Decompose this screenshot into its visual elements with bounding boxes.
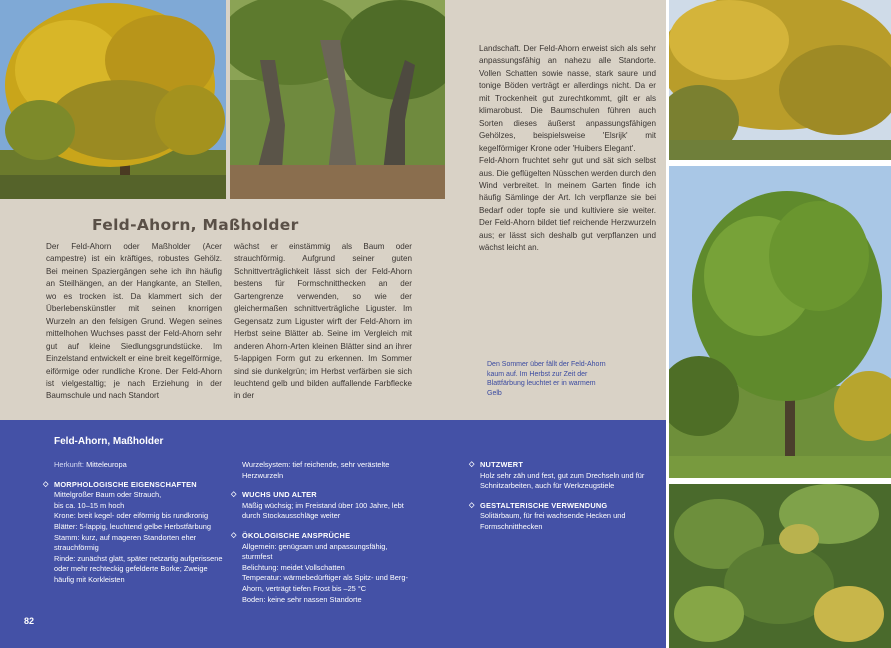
diamond-bullet-icon: ◇ [469,501,475,509]
info-column-3 [469,460,650,533]
wuchs-line: Mäßig wüchsig; im Freistand über 100 Jahre, lebt durch Stockausschläge weiter [242,500,404,521]
section-heading-ecology [231,530,412,542]
diamond-bullet-icon: ◇ [231,531,237,539]
rinde-line: Rinde: zunächst glatt, später netzartig aufgerissene oder mehr rechteckig gefelderte Borke; Zweige häufig mit Korkleisten [54,553,223,584]
gestalt-line: Solitärbaum, für frei wachsende Hecken und Formschnitthecken [480,511,626,531]
section-heading-text: MORPHOLOGISCHE EIGENSCHAFTEN [54,479,197,489]
morph-line: Mittelgroßer Baum oder Strauch, [54,490,162,500]
section-heading-design [469,500,650,512]
blaetter-line: Blätter: 5-lappig, leuchtend gelbe Herbstfärbung [54,521,211,531]
photo-caption: Den Sommer über fällt der Feld-Ahorn kaum auf. Im Herbst zur Zeit der Blattfärbung leuchtet er in warmem Gelb [487,361,606,397]
diamond-bullet-icon: ◇ [231,491,237,499]
photo-leaves-closeup [669,484,891,648]
section-heading-text: NUTZWERT [480,460,524,469]
krone-line: Krone: breit kegel- oder eiförmig bis rundkronig [54,511,209,521]
boden-line: Boden: keine sehr nassen Standorte [242,594,362,604]
herkunft-value: Mitteleuropa [86,460,127,469]
diamond-bullet-icon: ◇ [43,480,49,488]
wurzelsystem-line: Wurzelsystem: tief reichende, sehr verästelte Herzwurzeln [242,460,390,480]
body-paragraph: Feld-Ahorn fruchtet sehr gut und sät sich selbst aus. Die geflügelten Nüsschen werden durch den Wind verbreitet. In meinem Garten finde ich häufig Sämlinge der Art. Ich verpflanze sie bei Bedarf oder topfe sie und kultiviere sie weiter. Der Feld-Ahorn bildet tief reichende Herzwurzeln aus; er lässt sich deshalb gut verpflanzen und wächst leicht an. [479,156,656,253]
temperatur-line: Temperatur: wärmebedürftiger als Spitz- und Berg-Ahorn, verträgt tiefen Frost bis –25 °C [242,573,408,593]
section-heading-morphology [43,479,224,491]
body-paragraph: Landschaft. Der Feld-Ahorn erweist sich als sehr anpassungsfähig an nahezu alle Standorte. Vollen Schatten sowie nasse, stark saure und tonige Böden verträgt er allerdings nicht. Da er mit Trockenheit gut zurechtkommt, gilt er als klimarobust. Die Baumschulen führen auch Sorten dieses äußerst anpassungsfähigen Gehölzes, beispielsweise 'Elsrijk' mit kegelförmiger Krone oder 'Huibers Elegant'. [479,44,656,153]
diamond-bullet-icon: ◇ [469,461,475,468]
herkunft-label: Herkunft: [54,460,84,469]
photo-yellow-leaves-sky [669,0,891,160]
body-column-3 [479,43,656,255]
photo-forest-trunks [230,0,445,199]
body-column-1 [46,241,222,403]
herkunft-line [54,460,224,471]
info-column-2 [231,460,412,605]
info-box [0,420,666,648]
body-paragraph: Der Feld-Ahorn oder Maßholder (Acer campestre) ist ein kräftiges, robustes Gehölz. Bei meinen Spaziergängen sehe ich ihn häufig an Steilhängen, an der Hangkante, an Stellen, wo es trocken ist. Da klammert sich der Überlebenskünstler mit seinen knorrigen Wurzeln an den felsigen Grund. Wegen seines mittelhohen Wuchses passt der Feld-Ahorn sehr gut auf kleine Siedlungsgrundstücke. Im Einzelstand entwickelt er eine breit kegelförmige, eiförmige oder rundliche Krone. Der Feld-Ahorn ist vielgestaltig; je nach Erziehung in der Baumschule und nach Standort [46,242,222,401]
info-box-title: Feld-Ahorn, Maßholder [54,436,164,447]
body-column-2 [234,241,412,403]
morph-line: bis ca. 10–15 m hoch [54,500,125,510]
section-heading-text: ÖKOLOGISCHE ANSPRÜCHE [242,530,351,540]
photo-summer-tree [669,166,891,478]
section-heading-growth [231,490,412,501]
nutzwert-line: Holz sehr zäh und fest, gut zum Drechseln und für Schnitzarbeiten, auch für Werkzeugstiele [480,470,645,491]
body-paragraph: wächst er einstämmig als Baum oder strauchförmig. Aufgrund seiner guten Schnittverträglichkeit lässt sich der Feld-Ahorn bestens für Formschnitthecken an der Gartengrenze verwenden, so wie der gleichermaßen schnittverträgliche Liguster. Im Gegensatz zum Liguster wirft der Feld-Ahorn im Herbst seine Blätter ab. Seine im Vergleich mit anderen Ahorn-Arten kleinen Blätter sind an ihrer 5-lappigen Form gut zu erkennen. Im Sommer sind sie dunkelgrün; im Herbst verfärben sie sich leuchtend gelb und bilden auffallende Farbflecke in der [234,242,412,401]
info-column-1 [43,460,224,586]
page-title: Feld-Ahorn, Maßholder [92,216,299,234]
page-number: 82 [24,616,35,626]
stamm-line: Stamm: kurz, auf mageren Standorten eher strauchförmig [54,532,197,553]
section-heading-text: GESTALTERISCHE VERWENDUNG [480,500,608,510]
allgemein-line: Allgemein: genügsam und anpassungsfähig, sturmfest [242,541,388,562]
section-heading-use [469,460,650,471]
belichtung-line: Belichtung: meidet Vollschatten [242,562,345,572]
section-heading-text: WUCHS UND ALTER [242,490,317,500]
photo-autumn-tree [0,0,226,199]
